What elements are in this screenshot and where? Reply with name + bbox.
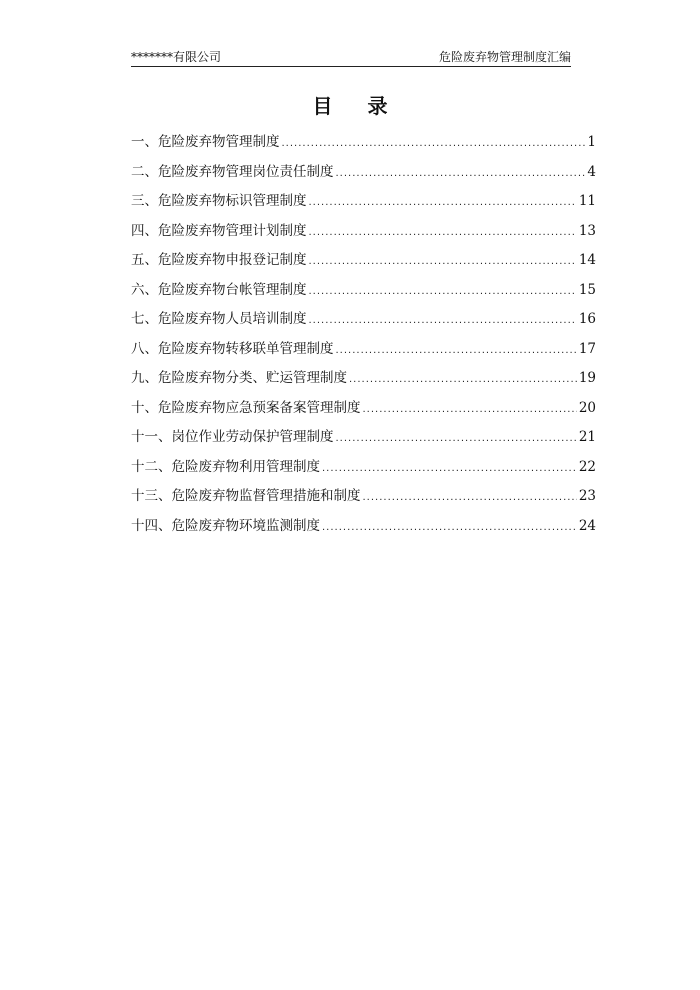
table-of-contents	[131, 128, 596, 541]
company-name: *******有限公司	[131, 50, 222, 64]
toc-page-number: 4	[587, 163, 596, 180]
toc-dot-leader	[363, 483, 577, 513]
toc-entry[interactable]	[131, 128, 596, 158]
toc-entry[interactable]	[131, 394, 596, 424]
toc-page-number: 14	[578, 252, 596, 268]
toc-dot-leader	[336, 159, 586, 189]
toc-dot-leader	[309, 188, 577, 218]
toc-dot-leader	[336, 336, 577, 366]
toc-dot-leader	[309, 306, 577, 336]
toc-dot-leader	[322, 454, 577, 484]
toc-page-number: 24	[578, 517, 596, 534]
toc-page-number: 11	[578, 193, 596, 209]
page-header	[131, 50, 571, 67]
toc-entry-label: 四、危险废弃物管理计划制度	[131, 222, 307, 239]
toc-dot-leader	[282, 129, 586, 159]
toc-entry[interactable]	[131, 187, 596, 217]
toc-entry[interactable]	[131, 423, 596, 453]
toc-entry[interactable]	[131, 305, 596, 335]
toc-page-number: 19	[578, 370, 596, 386]
toc-dot-leader	[322, 513, 577, 543]
page-title: 目 录	[312, 94, 402, 118]
toc-dot-leader	[309, 247, 577, 277]
toc-dot-leader	[349, 365, 577, 395]
toc-page-number: 23	[578, 488, 596, 504]
toc-entry-label: 三、危险废弃物标识管理制度	[131, 193, 307, 209]
toc-entry[interactable]	[131, 246, 596, 276]
toc-entry[interactable]	[131, 364, 596, 394]
toc-page-number: 21	[578, 429, 596, 445]
toc-entry[interactable]	[131, 453, 596, 483]
toc-entry[interactable]	[131, 482, 596, 512]
toc-entry-label: 十、危险废弃物应急预案备案管理制度	[131, 399, 361, 416]
toc-entry-label: 一、危险废弃物管理制度	[131, 134, 280, 150]
toc-entry[interactable]	[131, 276, 596, 306]
toc-entry-label: 十三、危险废弃物监督管理措施和制度	[131, 488, 361, 504]
toc-entry-label: 五、危险废弃物申报登记制度	[131, 252, 307, 268]
toc-page-number: 20	[578, 399, 596, 416]
toc-entry-label: 十二、危险废弃物利用管理制度	[131, 458, 320, 475]
toc-entry[interactable]	[131, 335, 596, 365]
toc-entry-label: 十四、危险废弃物环境监测制度	[131, 517, 320, 534]
toc-dot-leader	[309, 218, 577, 248]
toc-page-number: 22	[578, 458, 596, 475]
toc-entry-label: 七、危险废弃物人员培训制度	[131, 311, 307, 327]
document-collection-title: 危险废弃物管理制度汇编	[438, 50, 571, 64]
toc-entry-label: 六、危险废弃物台帐管理制度	[131, 281, 307, 298]
toc-entry-label: 二、危险废弃物管理岗位责任制度	[131, 163, 334, 180]
toc-page-number: 15	[578, 281, 596, 298]
toc-dot-leader	[363, 395, 577, 425]
toc-page-number: 16	[578, 311, 596, 327]
toc-entry-label: 九、危险废弃物分类、贮运管理制度	[131, 370, 347, 386]
toc-entry[interactable]	[131, 158, 596, 188]
toc-entry[interactable]	[131, 217, 596, 247]
toc-page-number: 17	[578, 340, 596, 357]
toc-entry[interactable]	[131, 512, 596, 542]
toc-dot-leader	[309, 277, 577, 307]
toc-page-number: 1	[587, 134, 596, 150]
toc-page-number: 13	[578, 222, 596, 239]
toc-dot-leader	[336, 424, 577, 454]
toc-entry-label: 八、危险废弃物转移联单管理制度	[131, 340, 334, 357]
toc-entry-label: 十一、岗位作业劳动保护管理制度	[131, 429, 334, 445]
